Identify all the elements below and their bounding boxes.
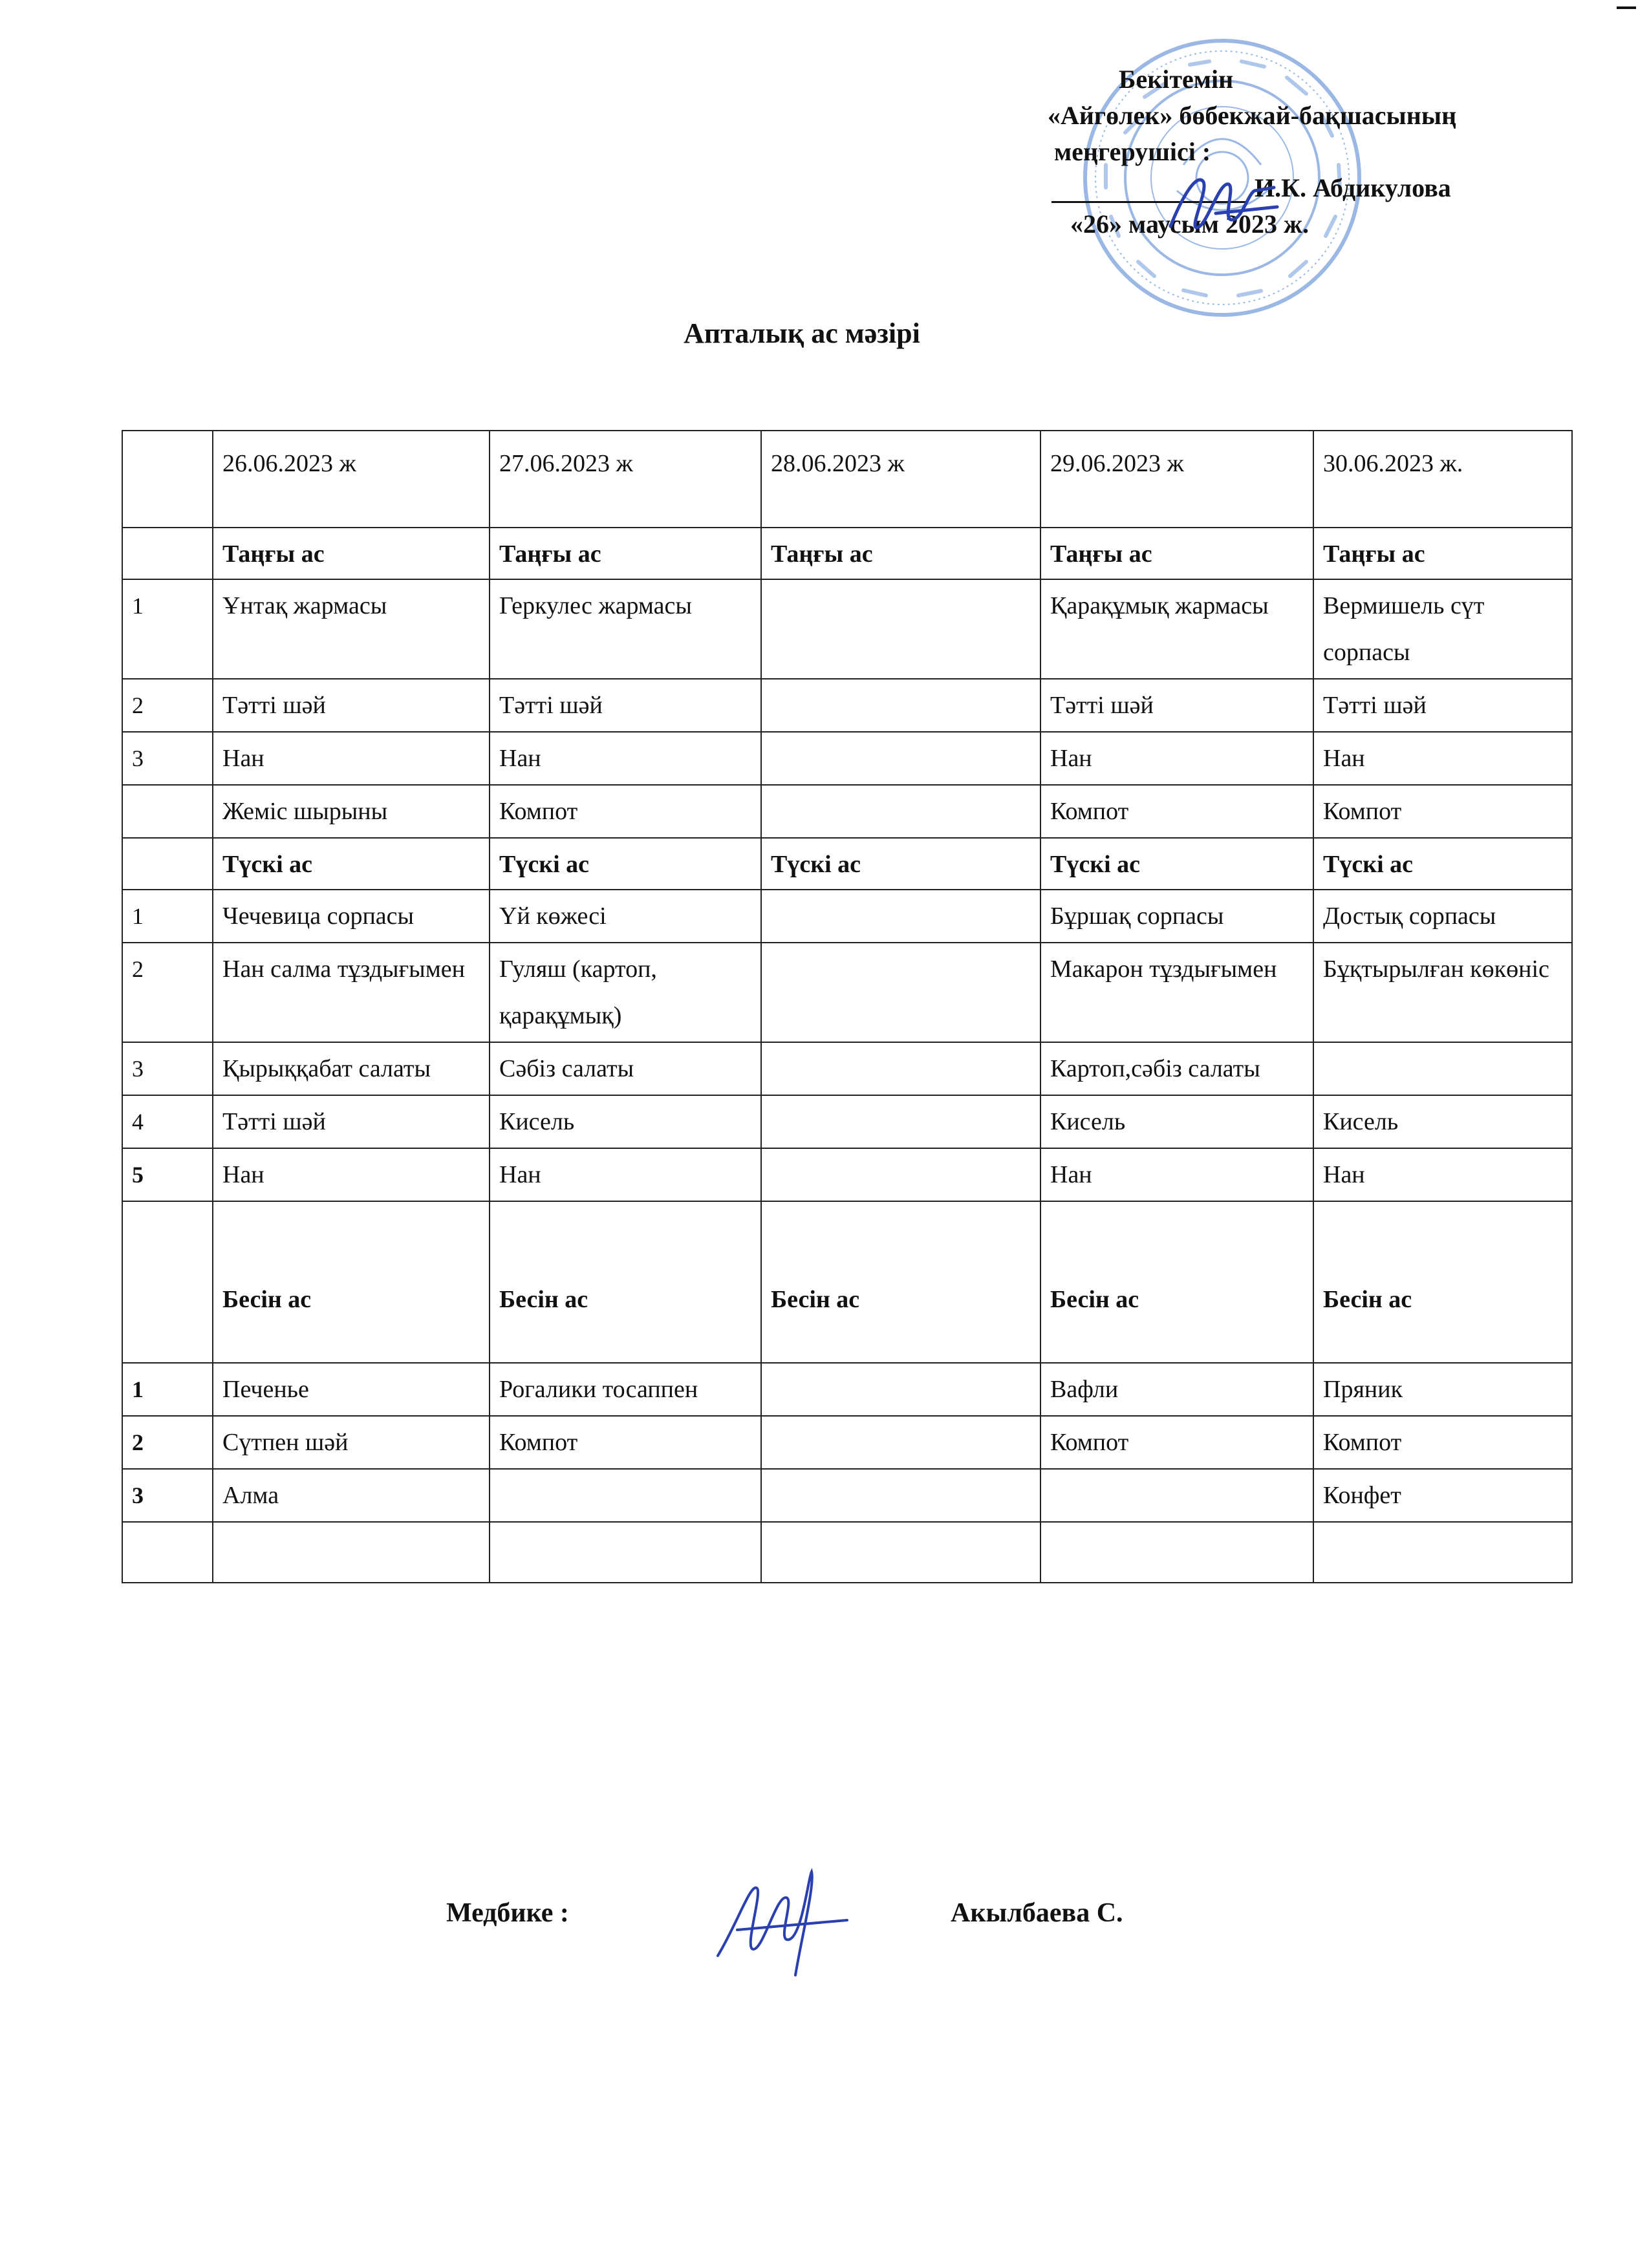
dish-cell: [1040, 1469, 1313, 1522]
dish-cell: [761, 1469, 1040, 1522]
dish-cell: Пряник: [1313, 1363, 1572, 1416]
dish-cell: Сәбіз салаты: [490, 1042, 761, 1095]
dish-cell: Печенье: [213, 1363, 490, 1416]
menu-row: [122, 1095, 1572, 1148]
dish-cell: Компот: [1313, 1416, 1572, 1469]
dish-cell: Нан: [213, 732, 490, 785]
dish-cell: [1313, 1522, 1572, 1583]
menu-row: [122, 1042, 1572, 1095]
dish-cell: [761, 1363, 1040, 1416]
menu-row: [122, 1148, 1572, 1201]
approval-institution: «Айгөлек» бөбекжай-бақшасының: [1048, 101, 1457, 130]
dish-cell: Жеміс шырыны: [213, 785, 490, 838]
dish-cell: Вермишель сүт сорпасы: [1313, 579, 1572, 679]
dish-cell: Достық сорпасы: [1313, 890, 1572, 943]
row-number: 2: [122, 679, 213, 732]
section-corner-cell: [122, 1201, 213, 1363]
dish-cell: [761, 679, 1040, 732]
date-cell: 26.06.2023 ж: [213, 431, 490, 528]
meal-section-label: Таңғы ас: [490, 528, 761, 579]
dish-cell: [761, 1095, 1040, 1148]
meal-section-header-row: [122, 528, 1572, 579]
dish-cell: Компот: [1040, 1416, 1313, 1469]
dish-cell: [1313, 1042, 1572, 1095]
dish-cell: Вафли: [1040, 1363, 1313, 1416]
dish-cell: Қырыққабат салаты: [213, 1042, 490, 1095]
menu-row: [122, 579, 1572, 679]
dish-cell: Ұнтақ жармасы: [213, 579, 490, 679]
dish-cell: [761, 890, 1040, 943]
row-number: [122, 785, 213, 838]
dish-cell: Гуляш (картоп, қарақұмық): [490, 943, 761, 1042]
dish-cell: [490, 1522, 761, 1583]
dish-cell: Тәтті шәй: [213, 679, 490, 732]
dish-cell: Бұқтырылған көкөніс: [1313, 943, 1572, 1042]
menu-row: [122, 1469, 1572, 1522]
dish-cell: Геркулес жармасы: [490, 579, 761, 679]
section-corner-cell: [122, 528, 213, 579]
meal-section-label: Бесін ас: [490, 1201, 761, 1363]
menu-row: [122, 679, 1572, 732]
row-number: 3: [122, 1469, 213, 1522]
meal-section-label: Таңғы ас: [213, 528, 490, 579]
menu-row: [122, 1522, 1572, 1583]
dish-cell: Нан: [1313, 732, 1572, 785]
section-corner-cell: [122, 838, 213, 890]
meal-section-label: Бесін ас: [1313, 1201, 1572, 1363]
menu-row: [122, 732, 1572, 785]
menu-row: [122, 1416, 1572, 1469]
date-header-row: [122, 431, 1572, 528]
menu-row: [122, 890, 1572, 943]
dish-cell: Нан: [1313, 1148, 1572, 1201]
director-signature: [1158, 155, 1287, 252]
row-number: 1: [122, 1363, 213, 1416]
dish-cell: [761, 732, 1040, 785]
row-number: 1: [122, 579, 213, 679]
meal-section-label: Түскі ас: [761, 838, 1040, 890]
dish-cell: Тәтті шәй: [213, 1095, 490, 1148]
row-number: 1: [122, 890, 213, 943]
dish-cell: Алма: [213, 1469, 490, 1522]
nurse-label: Медбике :: [446, 1898, 569, 1928]
dish-cell: [761, 1416, 1040, 1469]
dish-cell: [490, 1469, 761, 1522]
dish-cell: Конфет: [1313, 1469, 1572, 1522]
menu-row: [122, 943, 1572, 1042]
nurse-signature: [698, 1859, 854, 1982]
meal-section-header-row: [122, 1201, 1572, 1363]
dish-cell: Нан: [213, 1148, 490, 1201]
dish-cell: Қарақұмық жармасы: [1040, 579, 1313, 679]
dish-cell: [761, 1148, 1040, 1201]
meal-section-label: Бесін ас: [213, 1201, 490, 1363]
dish-cell: Нан: [490, 1148, 761, 1201]
date-cell: 29.06.2023 ж: [1040, 431, 1313, 528]
dish-cell: Нан: [1040, 1148, 1313, 1201]
meal-section-label: Бесін ас: [1040, 1201, 1313, 1363]
meal-section-label: Түскі ас: [213, 838, 490, 890]
dish-cell: [1040, 1522, 1313, 1583]
row-number: 5: [122, 1148, 213, 1201]
dish-cell: Кисель: [1313, 1095, 1572, 1148]
row-number: 3: [122, 732, 213, 785]
dish-cell: [761, 579, 1040, 679]
date-cell: 27.06.2023 ж: [490, 431, 761, 528]
row-number: 3: [122, 1042, 213, 1095]
dish-cell: Кисель: [490, 1095, 761, 1148]
row-number: 4: [122, 1095, 213, 1148]
dish-cell: Макарон тұздығымен: [1040, 943, 1313, 1042]
date-cell: 30.06.2023 ж.: [1313, 431, 1572, 528]
meal-section-label: Түскі ас: [1040, 838, 1313, 890]
meal-section-label: Бесін ас: [761, 1201, 1040, 1363]
approval-signatory-name: И.К. Абдикулова: [1255, 173, 1451, 202]
dish-cell: [761, 1042, 1040, 1095]
meal-section-header-row: [122, 838, 1572, 890]
approval-signatory: [1048, 170, 1617, 206]
row-number: 2: [122, 943, 213, 1042]
weekly-menu-table: [122, 430, 1573, 1583]
meal-section-label: Таңғы ас: [1040, 528, 1313, 579]
dish-cell: [213, 1522, 490, 1583]
dish-cell: Тәтті шәй: [490, 679, 761, 732]
approval-position: меңгерушісі :: [1054, 137, 1211, 166]
dish-cell: Компот: [1313, 785, 1572, 838]
dish-cell: Нан салма тұздығымен: [213, 943, 490, 1042]
dish-cell: Тәтті шәй: [1040, 679, 1313, 732]
row-number: 2: [122, 1416, 213, 1469]
dish-cell: [761, 785, 1040, 838]
menu-row: [122, 1363, 1572, 1416]
meal-section-label: Таңғы ас: [761, 528, 1040, 579]
dish-cell: Компот: [490, 785, 761, 838]
date-cell: 28.06.2023 ж: [761, 431, 1040, 528]
menu-row: [122, 785, 1572, 838]
dish-cell: Сүтпен шәй: [213, 1416, 490, 1469]
approval-block: [1048, 61, 1617, 242]
meal-section-label: Түскі ас: [1313, 838, 1572, 890]
dish-cell: [761, 943, 1040, 1042]
dish-cell: [761, 1522, 1040, 1583]
dish-cell: Тәтті шәй: [1313, 679, 1572, 732]
page-title: Апталық ас мәзірі: [684, 317, 920, 349]
nurse-name: Акылбаева С.: [951, 1898, 1123, 1928]
dish-cell: Компот: [1040, 785, 1313, 838]
dish-cell: Чечевица сорпасы: [213, 890, 490, 943]
row-number: [122, 1522, 213, 1583]
dish-cell: Компот: [490, 1416, 761, 1469]
corner-cell: [122, 431, 213, 528]
approval-date: «26» маусым 2023 ж.: [1070, 209, 1309, 239]
meal-section-label: Таңғы ас: [1313, 528, 1572, 579]
menu-table-body: [122, 431, 1572, 1583]
meal-section-label: Түскі ас: [490, 838, 761, 890]
dish-cell: Нан: [1040, 732, 1313, 785]
dish-cell: Рогалики тосаппен: [490, 1363, 761, 1416]
approval-heading: Бекітемін: [1119, 65, 1234, 94]
dish-cell: Бұршақ сорпасы: [1040, 890, 1313, 943]
dish-cell: Кисель: [1040, 1095, 1313, 1148]
dish-cell: Нан: [490, 732, 761, 785]
dish-cell: Үй көжесі: [490, 890, 761, 943]
dish-cell: Картоп,сәбіз салаты: [1040, 1042, 1313, 1095]
page-corner-mark: [1617, 6, 1636, 9]
